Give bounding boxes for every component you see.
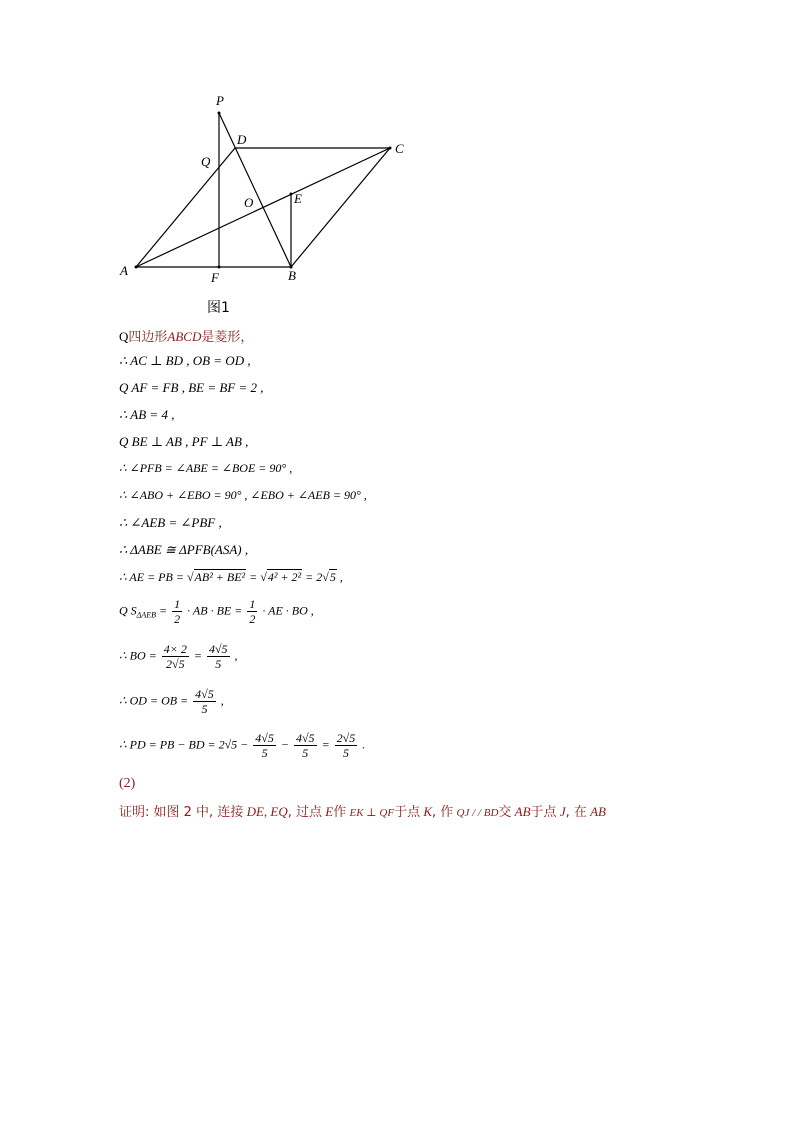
solution-line-9: ∴ ΔABE ≅ ΔPFB(ASA) , xyxy=(119,542,249,557)
solution-line-4: ∴ AB = 4 , xyxy=(119,407,175,422)
point-label-O: O xyxy=(244,195,254,210)
solution-line-14: ∴ PD = PB − BD = 2√5 − $\frac{4√5}{5}$ − $\frac{4√5}{5}$ = $\frac{2√5}{5}$ . xyxy=(119,731,366,760)
solution-line-2: ∴ AC ⊥ BD , OB = OD , xyxy=(119,353,251,368)
solution-line-7: ∴ ∠ABO + ∠EBO = 90° , ∠EBO + ∠AEB = 90° , xyxy=(119,488,367,502)
part-2-heading: (2) xyxy=(119,776,136,791)
solution-line-10: ∴ AE = PB = √AB² + BE² = √4² + 2² = 2√5 , xyxy=(119,570,343,584)
solution-line-8: ∴ ∠AEB = ∠PBF , xyxy=(119,515,222,530)
solution-line-12: ∴ BO = $\frac{4\times 2}{2√5}$ = $\frac{4√5}{5}$ , xyxy=(119,642,238,671)
segment-AD xyxy=(136,148,235,267)
solution-line-3: Q AF = FB , BE = BF = 2 , xyxy=(119,380,264,395)
point-label-C: C xyxy=(395,141,404,156)
point-label-B: B xyxy=(288,268,296,283)
solution-line-1: Q四边形ABCD是菱形， xyxy=(119,329,254,345)
solution-line-6: ∴ ∠PFB = ∠ABE = ∠BOE = 90° , xyxy=(119,461,293,475)
solution-line-11: Q $S_{\Delta AEB}$ = $\frac{1}{2}$ · AB · BE = $\frac{1}{2}$ · AE · BO , xyxy=(119,597,314,626)
point-label-Q: Q xyxy=(201,154,211,169)
segment-PB xyxy=(219,113,291,267)
point-label-A: A xyxy=(120,263,128,278)
geometry-figure-1 xyxy=(0,0,420,300)
solution-line-5: Q BE ⊥ AB , PF ⊥ AB , xyxy=(119,434,249,449)
point-label-F: F xyxy=(211,270,219,285)
segment-CB xyxy=(291,148,390,267)
proof-line-2: 证明: 如图 2 中, 连接 DE, EQ, 过点 E作 EK ⊥ QF于点 K, 作 QJ / / BD交 AB于点 J, 在 AB xyxy=(119,804,606,820)
point-label-E: E xyxy=(294,191,302,206)
solution-line-13: ∴ OD = OB = $\frac{4√5}{5}$ , xyxy=(119,687,224,716)
point-label-P: P xyxy=(216,93,224,108)
point-label-D: D xyxy=(237,132,247,147)
figure-caption: 图1 xyxy=(207,300,230,316)
